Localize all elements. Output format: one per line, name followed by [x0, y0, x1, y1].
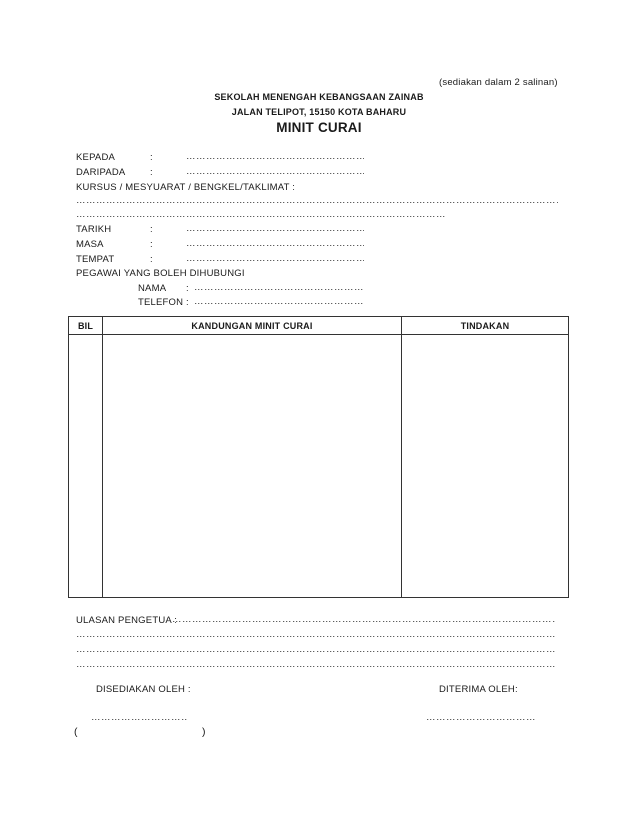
ulasan-field-line-3[interactable]	[76, 644, 556, 656]
ulasan-field-line-4[interactable]	[76, 659, 556, 671]
daripada-label: DARIPADA	[76, 167, 126, 178]
column-header-bil: BIL	[69, 317, 103, 335]
name-close-bracket: )	[202, 726, 206, 738]
tempat-label: TEMPAT	[76, 254, 115, 265]
diterima-signature-line[interactable]	[426, 712, 536, 724]
copies-note: (sediakan dalam 2 salinan)	[439, 77, 558, 88]
tempat-field-line[interactable]	[186, 253, 364, 265]
nama-label: NAMA	[138, 283, 167, 294]
tindakan-cell[interactable]	[402, 335, 569, 598]
masa-colon: :	[150, 239, 153, 250]
column-header-tindakan: TINDAKAN	[402, 317, 569, 335]
tempat-colon: :	[150, 254, 153, 265]
kursus-label: KURSUS / MESYUARAT / BENGKEL/TAKLIMAT :	[76, 182, 296, 193]
table-row	[69, 335, 569, 598]
telefon-label: TELEFON	[138, 297, 184, 308]
nama-field-line[interactable]	[194, 282, 364, 294]
form-title: MINIT CURAI	[276, 120, 362, 135]
diterima-label: DITERIMA OLEH:	[439, 684, 518, 695]
tarikh-colon: :	[150, 224, 153, 235]
school-address: JALAN TELIPOT, 15150 KOTA BAHARU	[231, 107, 407, 117]
masa-label: MASA	[76, 239, 104, 250]
pegawai-label: PEGAWAI YANG BOLEH DIHUBUNGI	[76, 268, 245, 279]
kursus-field-line-2[interactable]	[76, 209, 446, 221]
school-name: SEKOLAH MENENGAH KEBANGSAAN ZAINAB	[214, 92, 424, 102]
table-header-row	[69, 317, 569, 335]
column-header-kandungan: KANDUNGAN MINIT CURAI	[103, 317, 402, 335]
kepada-label: KEPADA	[76, 152, 116, 163]
minit-table	[68, 316, 569, 598]
ulasan-label: ULASAN PENGETUA :	[76, 615, 178, 626]
kandungan-cell[interactable]	[103, 335, 402, 598]
kepada-colon: :	[150, 152, 153, 163]
tarikh-field-line[interactable]	[186, 223, 364, 235]
ulasan-field-line-2[interactable]	[76, 629, 556, 641]
telefon-field-line[interactable]	[194, 296, 364, 308]
daripada-colon: :	[150, 167, 153, 178]
telefon-colon: :	[186, 297, 189, 308]
nama-colon: :	[186, 283, 189, 294]
kepada-field-line[interactable]	[186, 151, 364, 163]
disediakan-label: DISEDIAKAN OLEH :	[96, 684, 191, 695]
bil-cell[interactable]	[69, 335, 103, 598]
tarikh-label: TARIKH	[76, 224, 112, 235]
disediakan-signature-line[interactable]	[91, 712, 187, 724]
daripada-field-line[interactable]	[186, 166, 364, 178]
kursus-field-line-1[interactable]	[76, 195, 558, 207]
name-open-bracket: (	[74, 726, 78, 738]
ulasan-field-line-1[interactable]	[172, 614, 556, 626]
masa-field-line[interactable]	[186, 238, 364, 250]
